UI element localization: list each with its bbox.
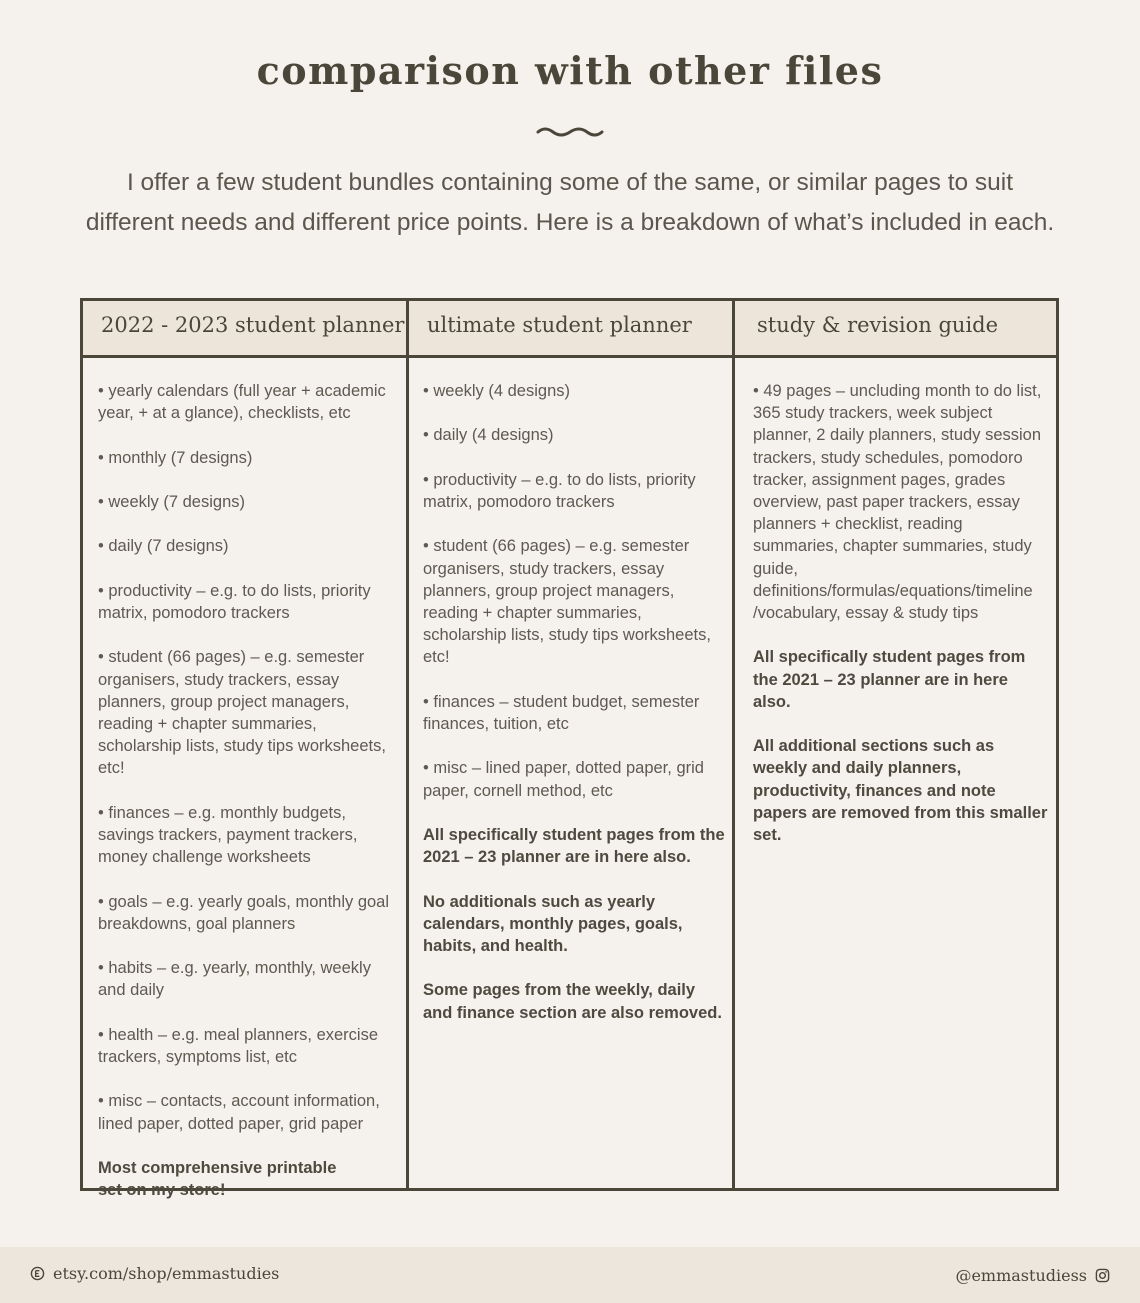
intro-line: different needs and different price points. Here is a breakdown of what’s included in each.	[85, 209, 1055, 236]
list-item: • finances – student budget, semester finances, tuition, etc	[423, 692, 700, 733]
list-item: • misc – lined paper, dotted paper, grid paper, cornell method, etc	[423, 759, 704, 800]
column-note: All specifically student pages from the 2021 – 23 planner are in here also.	[753, 648, 1026, 711]
list-item: • 49 pages – uncluding month to do list, 365 study trackers, week subject planner, 2 daily planners, study session trackers, study schedules, pomodoro tracker, assignment pages, grades overview, past paper trackers, essay planners + checklist, reading summaries, chapter summaries, study guide, definitions/formulas/equations/timeline /vocabulary, essay & study tips	[753, 382, 1042, 623]
intro-line: I offer a few student bundles containing some of the same, or similar pages to suit	[126, 169, 1014, 196]
list-item: • weekly (4 designs)	[423, 382, 571, 400]
footer-bar	[0, 1247, 1140, 1303]
column-note: All additional sections such as weekly and daily planners, productivity, finances and note papers are removed from this smaller set.	[753, 737, 1048, 845]
shop-link[interactable]	[30, 1264, 279, 1283]
list-item: • habits – e.g. yearly, monthly, weekly and daily	[98, 959, 371, 1000]
comparison-table	[80, 298, 1059, 1200]
list-item: • student (66 pages) – e.g. semester organisers, study trackers, essay planners, group project managers, reading + chapter summaries, scholarship lists, study tips worksheets, etc!	[98, 648, 386, 778]
list-item: • productivity – e.g. to do lists, priority matrix, pomodoro trackers	[423, 470, 696, 511]
list-item: • student (66 pages) – e.g. semester organisers, study trackers, essay planners, group project managers, reading + chapter summaries, scholarship lists, study tips worksheets, etc!	[423, 537, 711, 667]
list-item: • finances – e.g. monthly budgets, savings trackers, payment trackers, money challenge worksheets	[98, 803, 358, 867]
column-divider	[406, 301, 409, 1188]
column-note: All specifically student pages from the 2021 – 23 planner are in here also.	[423, 825, 725, 867]
list-item: • misc – contacts, account information, lined paper, dotted paper, grid paper	[98, 1092, 380, 1133]
list-item: • daily (4 designs)	[423, 426, 554, 445]
shop-url: etsy.com/shop/emmastudies	[53, 1264, 280, 1283]
page-title: comparison with other files	[256, 48, 884, 93]
column-student-planner	[98, 380, 400, 1224]
instagram-handle: @emmastudiess	[955, 1266, 1087, 1285]
column-note: No additionals such as yearly calendars, monthly pages, goals, habits, and health.	[423, 892, 683, 955]
instagram-icon	[1095, 1268, 1110, 1283]
column-ultimate-planner	[423, 380, 725, 1046]
column-heading-study-guide: study & revision guide	[757, 313, 999, 337]
intro-text	[60, 163, 1080, 243]
column-note: Most comprehensive printable set on my store!	[98, 1158, 337, 1200]
column-divider	[732, 301, 735, 1188]
column-heading-ultimate-planner: ultimate student planner	[427, 313, 692, 337]
squiggle-divider-icon	[536, 124, 604, 140]
list-item: • productivity – e.g. to do lists, priority matrix, pomodoro trackers	[98, 581, 371, 622]
column-heading-student-planner: 2022 - 2023 student planner	[101, 313, 405, 337]
list-item: • goals – e.g. yearly goals, monthly goal breakdowns, goal planners	[98, 892, 390, 933]
list-item: • weekly (7 designs)	[98, 492, 246, 511]
etsy-icon	[30, 1266, 45, 1281]
list-item: • monthly (7 designs)	[98, 448, 253, 467]
list-item: • daily (7 designs)	[98, 537, 229, 556]
instagram-link[interactable]	[955, 1266, 1110, 1285]
list-item: • yearly calendars (full year + academic year, + at a glance), checklists, etc	[98, 382, 386, 423]
column-study-guide	[753, 380, 1049, 868]
list-item: • health – e.g. meal planners, exercise trackers, symptoms list, etc	[98, 1025, 379, 1066]
column-note: Some pages from the weekly, daily and finance section are also removed.	[423, 981, 722, 1022]
